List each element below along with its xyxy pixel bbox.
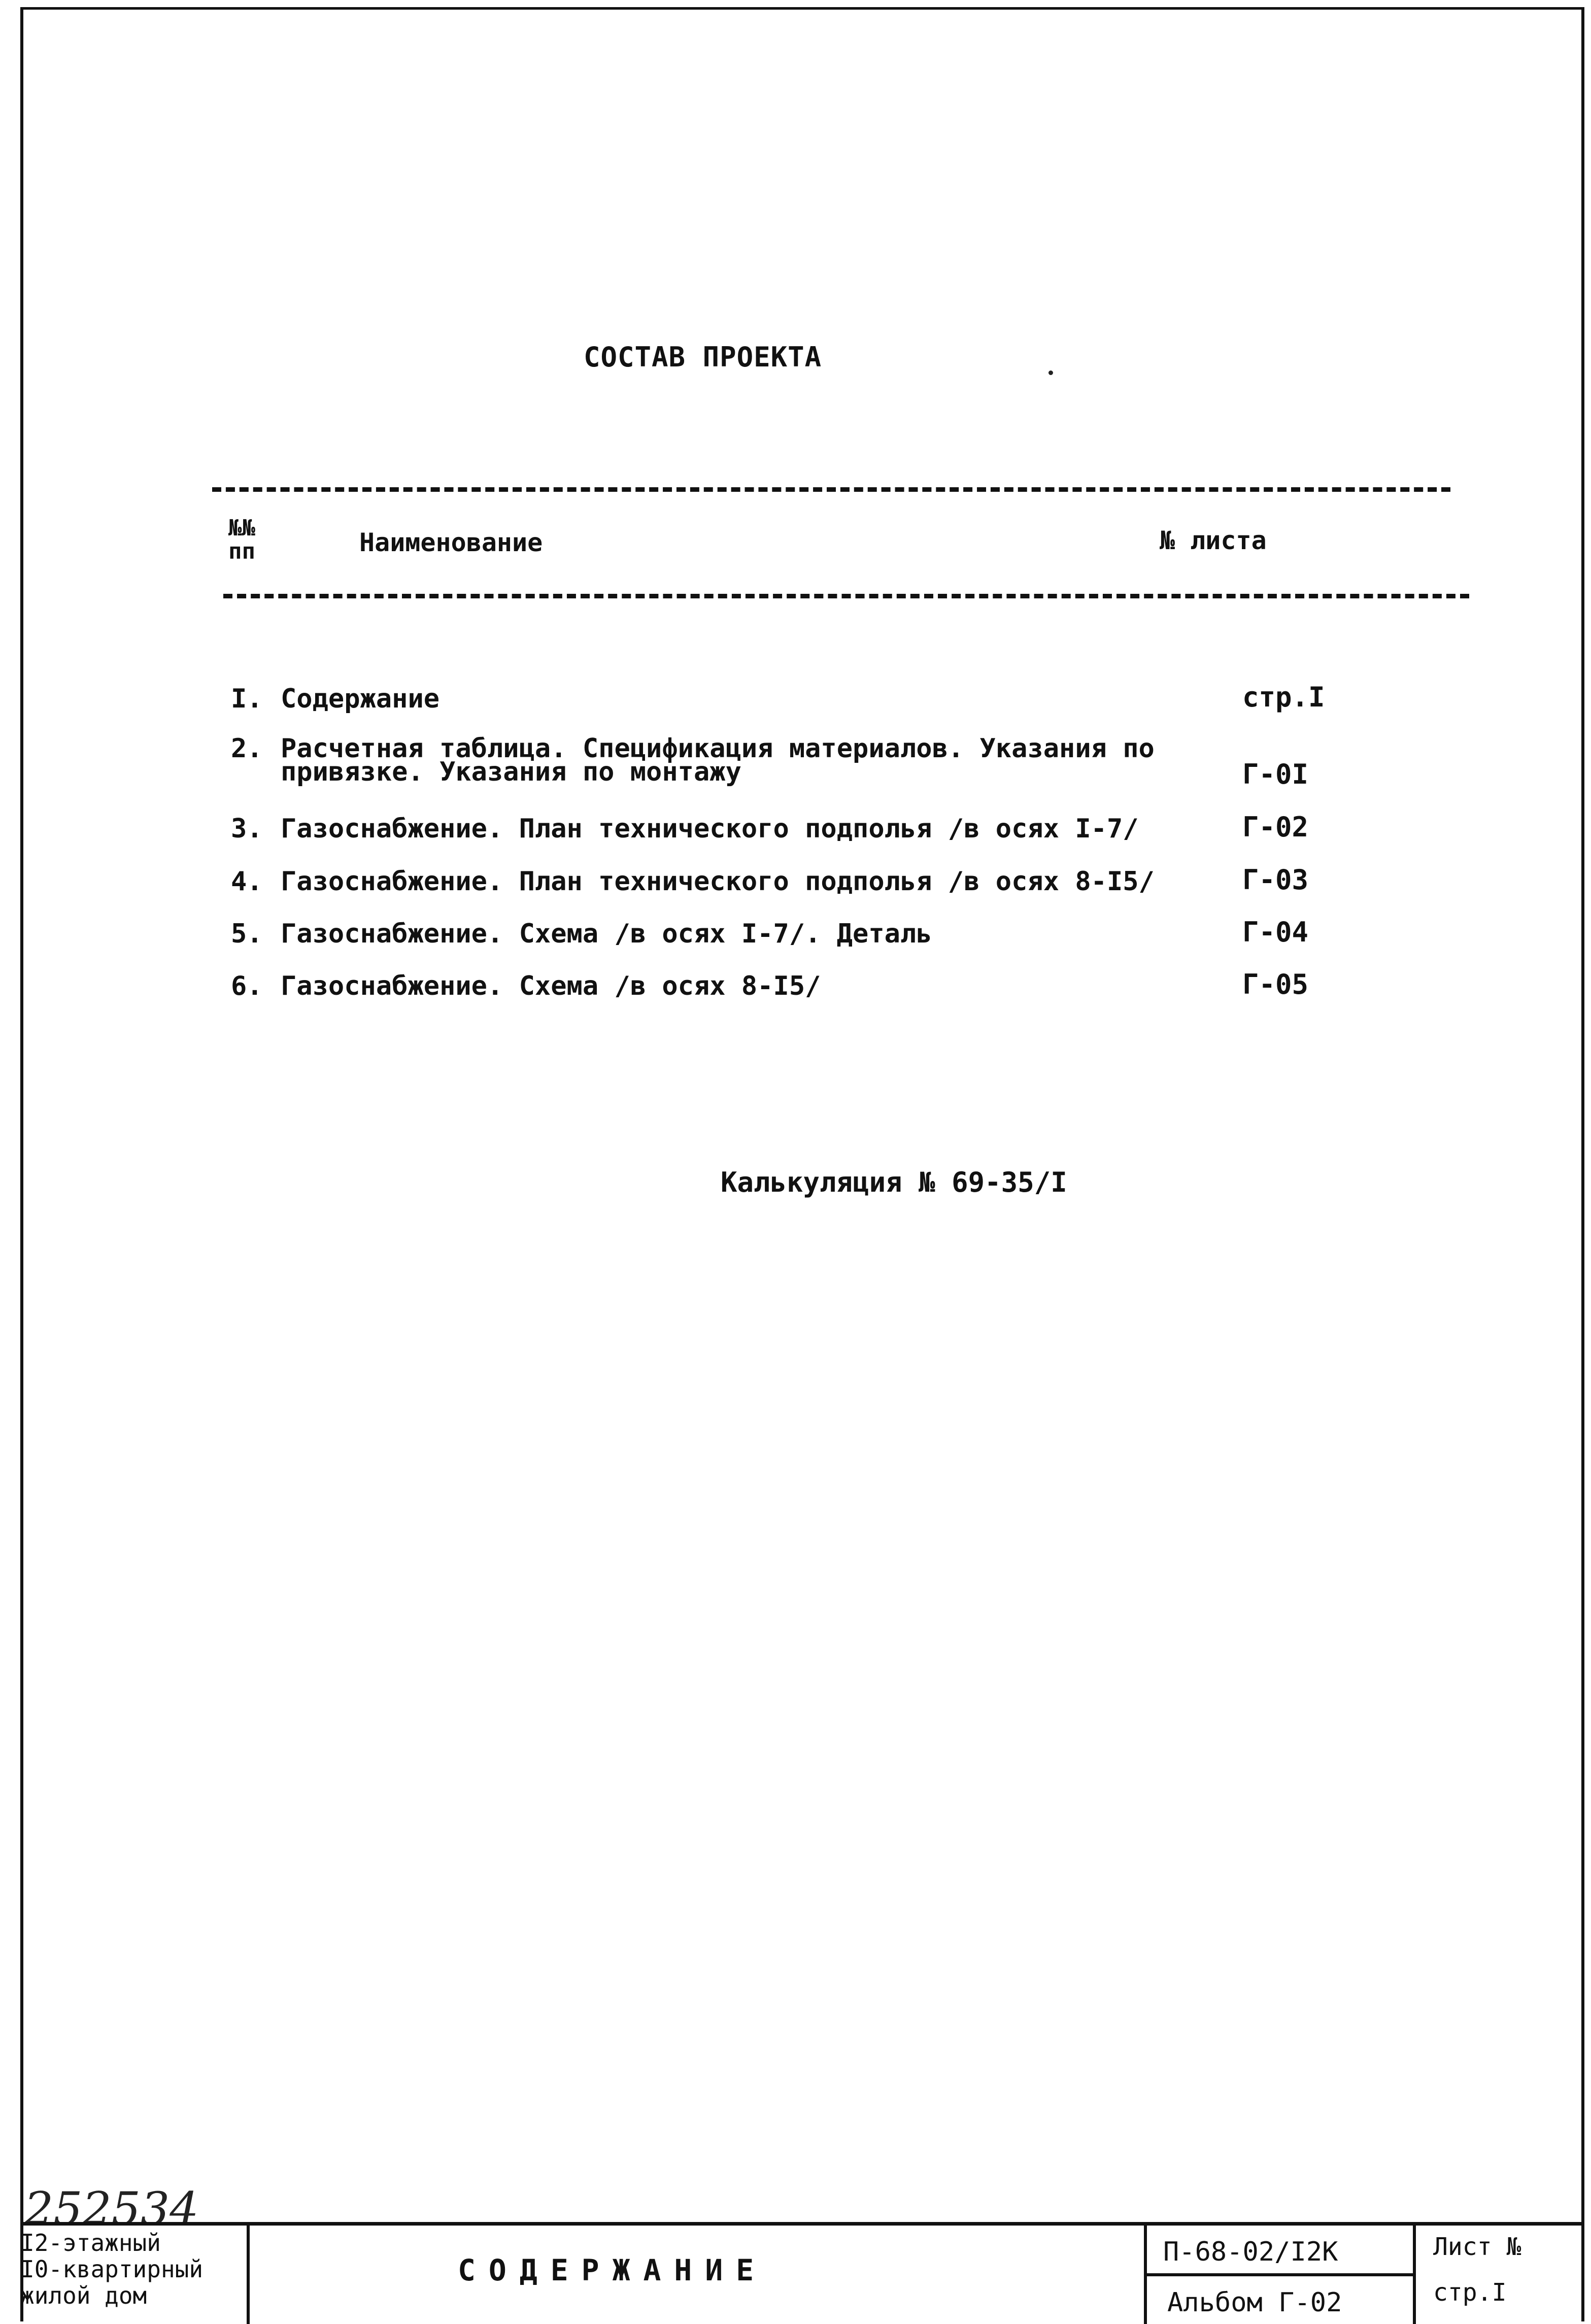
album: Альбом Г-02: [1167, 2287, 1342, 2318]
item-sheet: Г-04: [1242, 916, 1309, 948]
list-item: [231, 866, 1245, 897]
project-code-cell: [1147, 2226, 1413, 2276]
item-number: 3.: [231, 814, 263, 844]
header-number-column: №№ пп: [228, 515, 255, 564]
building-line: жилой дом: [20, 2282, 147, 2309]
calculation-number: Калькуляция № 69-35/I: [721, 1166, 1067, 1198]
item-sheet: Г-03: [1242, 864, 1309, 896]
item-name: Содержание: [281, 684, 440, 714]
item-name: Газоснабжение. План технического подполья /в осях 8-I5/: [281, 866, 1155, 897]
header-sheet-column: № листа: [1160, 526, 1267, 555]
item-number: 5.: [231, 919, 263, 949]
item-sheet: Г-02: [1242, 811, 1309, 843]
sheet-name: СОДЕРЖАНИЕ: [458, 2253, 767, 2287]
item-name: Газоснабжение. Схема /в осях I-7/. Деталь: [281, 919, 932, 949]
item-name: Газоснабжение. План технического подполья /в осях I-7/: [281, 814, 1139, 844]
building-description: [20, 2226, 250, 2324]
item-number: 2.: [231, 733, 263, 764]
project-code: П-68-02/I2К: [1163, 2237, 1338, 2267]
item-number: I.: [231, 684, 263, 714]
sheet-label: Лист №: [1433, 2233, 1521, 2261]
building-line: I0-квартирный: [20, 2256, 204, 2282]
item-number: 6.: [231, 971, 263, 1001]
list-item: [231, 733, 1245, 787]
header-top-rule: [212, 487, 1450, 492]
header-bottom-rule: [223, 594, 1469, 598]
building-line: I2-этажный: [20, 2230, 161, 2256]
list-item: [231, 686, 1245, 712]
scan-speck: [1048, 371, 1053, 375]
item-number: 4.: [231, 866, 263, 897]
sheet-name-cell: [250, 2226, 1147, 2324]
page-number: стр.I: [1433, 2278, 1507, 2307]
page-title: СОСТАВ ПРОЕКТА: [584, 341, 822, 373]
header-name-column: Наименование: [359, 528, 543, 557]
sheet-number-cell: [1416, 2226, 1584, 2324]
list-item: [231, 921, 1245, 947]
list-item: [231, 814, 1245, 844]
list-item: [231, 973, 1245, 999]
project-cell: [1147, 2226, 1416, 2324]
title-block: [20, 2222, 1584, 2324]
item-name: Газоснабжение. Схема /в осях 8-I5/: [281, 971, 821, 1001]
item-sheet: стр.I: [1242, 681, 1325, 713]
item-name: Расчетная таблица. Спецификация материалов. Указания по привязке. Указания по монтажу: [281, 733, 1155, 787]
item-sheet: Г-05: [1242, 968, 1309, 1000]
item-sheet: Г-0I: [1242, 758, 1309, 790]
handwritten-number: 252534: [24, 2182, 199, 2236]
